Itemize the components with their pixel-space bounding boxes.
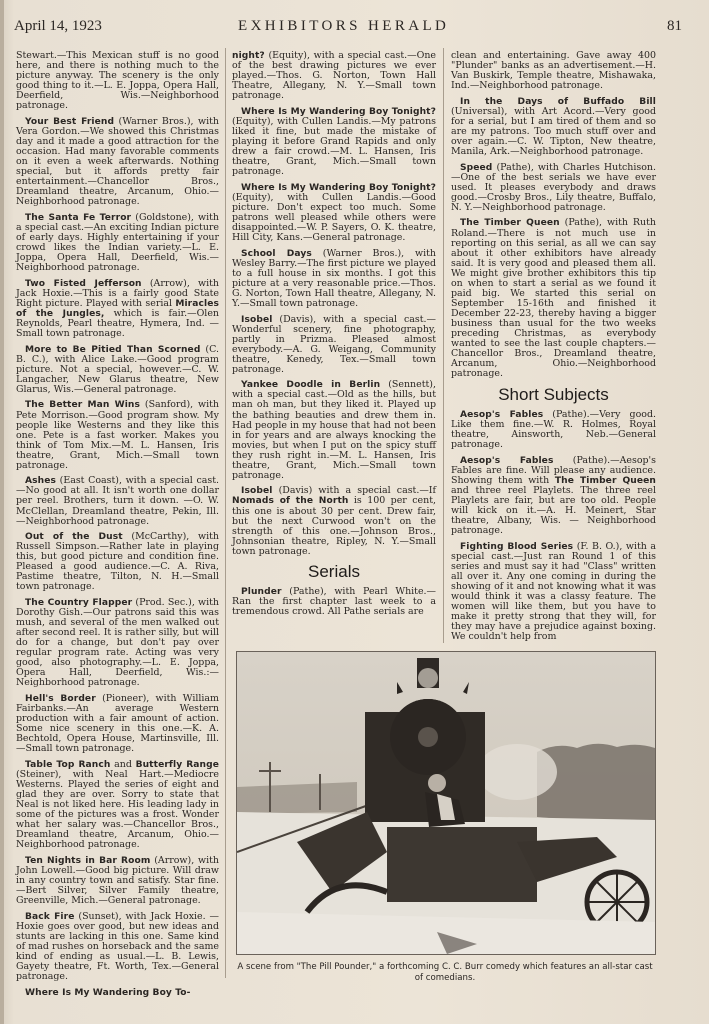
review-text: which is fair.—Olen Reynolds, Pearl theatre, Hymera, Ind. —Small town patronage. — [16, 307, 219, 339]
review-entry — [16, 532, 219, 592]
review-text: (Sanford), with Pete Morrison.—Good program show. My people like Westerns and they like this one. Pete is a fast worker. Makes you think of Tom Mix.—M. L. Hansen, Iris theatre, Grant, Mich.—Small town patronage. — [16, 399, 219, 471]
review-text: (Steiner), with Neal Hart.—Mediocre Westerns. Played the series of eight and glad they are over. Sorry to state that Neal is not liked here. His leading lady in some of the pictures was a frost. Wonder what her salary was.—Chancellor Bros., Dreamland theatre, Arcanum, Ohio.—Neighborhood patronage. — [16, 769, 219, 851]
review-text: (Pathe), with Charles Hutchison.—One of the best serials we have ever used. It pleases everybody and draws good.—Crosby Bros., Lily theatre, Buffalo, N. Y.—Neighborhood patronage. — [451, 161, 656, 213]
film-still-photo — [236, 651, 656, 955]
review-text: (Prod. Sec.), with Dorothy Gish.—Our patrons said this was mush, and several of the men walked out after second reel. It is rather silly, but will do for a change, but don't pay over regular program rate. Acting was very good, also photography.—L. E. Joppa, Opera Hall, Deerfield, Wis.:—Neighborhood patronage. — [16, 597, 219, 689]
film-title: Isobel — [241, 314, 273, 325]
film-title: Where Is My Wandering Boy Tonight? — [241, 106, 436, 117]
review-text: (Pathe).—Aesop's Fables are fine. Will please any audience. Showing them with — [451, 454, 656, 486]
review-entry — [451, 97, 656, 157]
film-title: The Country Flapper — [25, 598, 133, 609]
film-title: Yankee Doodle in Berlin — [241, 380, 381, 391]
review-text: (Pathe), with Pearl White.—Ran the first chapter last week to a tremendous crowd. All Pathe serials are — [232, 586, 436, 618]
film-title: In the Days of Buffado Bill — [460, 96, 656, 107]
review-entry — [232, 315, 436, 375]
review-entry — [16, 760, 219, 850]
film-title: Isobel — [241, 486, 273, 497]
review-text: (Davis) with a special cast.—If — [272, 485, 436, 497]
photo-caption: A scene from "The Pill Pounder," a forthcoming C. C. Burr comedy which features an all-star cast of comedians. — [237, 962, 653, 983]
film-title: Where Is My Wandering Boy To- — [25, 987, 191, 998]
film-title: Hell's Border — [25, 694, 96, 705]
review-entry — [451, 456, 656, 536]
film-title: Table Top Ranch — [25, 759, 111, 770]
film-title: Nomads of the North — [232, 496, 349, 507]
review-entry — [16, 988, 219, 998]
review-text: is 100 per cent, this one is about 30 per cent. Drew fair, but the next Curwood won't on the strength of this one.—Johnson Bros., Johnsonian theatre, Ripley, N. Y.—Small town patronage. — [232, 495, 436, 557]
issue-date: April 14, 1923 — [14, 18, 102, 34]
review-text: (Arrow), with Jack Hoxie.—This is a fairly good State Right picture. Played with serial — [16, 277, 219, 309]
publication-title: EXHIBITORS HERALD — [238, 18, 450, 34]
review-text: (McCarthy), with Russell Simpson.—Rather late in playing this, but good picture and condition fine. Pleased a good audience.—C. A. Riva, Pastime theatre, Tilton, N. H.—Small town patronage. — [16, 531, 219, 593]
page-binding-edge — [0, 0, 4, 1024]
review-entry — [16, 856, 219, 906]
review-text: (Equity), with Cullen Landis.—My patrons liked it fine, but made the mistake of playing it before Grand Rapids and only drew a fair crowd.—M. L. Hansen, Iris theatre, Grant, Mich.—Small town patronage. — [232, 115, 436, 178]
review-entry — [232, 183, 436, 243]
review-entry — [16, 400, 219, 470]
film-title: Out of the Dust — [25, 532, 123, 543]
film-title: Speed — [460, 162, 493, 173]
review-text: (Warner Bros.), with Wesley Barry.—The first picture we played to a full house in six months. I got this picture at a very reasonable price.—Thos. G. Norton, Town Hall theatre, Allegany, N. Y.—Small town patronage. — [232, 247, 436, 309]
review-text: and — [110, 758, 136, 770]
review-text: (Pathe), with Ruth Roland.—There is not much use in reporting on this serial, as all we can say about it other exhibitors have already said. It is very good and pleased them all. We might give brother exhibitors this tip on when to start a serial as we found it paid big. We started this serial on September 15-16th and finished it December 22-23, thereby having a bigger business than usual for the two weeks preceding Christmas, as everybody wanted to see the last couple chapters.—Chancellor Bros., Dreamland theatre, Arcanum, Ohio.—Neighborhood patronage. — [451, 217, 656, 380]
column-divider — [225, 48, 226, 978]
film-title: School Days — [241, 248, 312, 259]
film-title: Two Fisted Jefferson — [25, 278, 142, 289]
review-text: (Equity), with Cullen Landis.—Good picture. Don't expect too much. Some patrons well pleased while others were disappointed.—W. P. Sayers, O. K. theatre, Hill City, Kans.—General patronage. — [232, 191, 436, 243]
page-number: 81 — [667, 18, 682, 34]
film-title: Fighting Blood Series — [460, 541, 574, 552]
review-entry — [232, 486, 436, 556]
review-entry — [16, 213, 219, 273]
film-title: The Santa Fe Terror — [25, 212, 132, 223]
review-text: (Equity), with a special cast.—One of the best drawing pictures we ever played.—Thos. G. Norton, Town Hall Theatre, Allegany, N. Y.—Small town patronage. — [232, 50, 436, 102]
film-title: Where Is My Wandering Boy Tonight? — [241, 182, 436, 193]
page-header — [14, 18, 686, 38]
review-entry — [232, 380, 436, 480]
review-entry — [16, 51, 219, 111]
section-heading-serials: Serials — [308, 562, 360, 582]
review-entry — [451, 163, 656, 213]
review-text: (Warner Bros.), with Vera Gordon.—We showed this Christmas day and it made a good attraction for the occasion. Had many favorable comments on it even a week afterwards. Nothing special, but it affords pretty fair entertainment.—Chancellor Bros., Dreamland theatre, Arcanum, Ohio.—Neighborhood patronage. — [16, 115, 219, 208]
review-entry — [451, 218, 656, 379]
review-entry — [16, 694, 219, 754]
review-text: (Pathe).—Very good. Like them fine.—W. R. Holmes, Royal theatre, Ainsworth, Neb.—General patronage. — [451, 408, 656, 450]
review-entry — [232, 587, 436, 617]
film-title: Ten Nights in Bar Room — [25, 856, 151, 866]
review-text: (Sennett), with a special cast.—Old as the hills, but man oh man, but they liked it. Played up the bathing beauties and drew them in. Had people in my house that had not been in for years and are always knocking the movies, but when I put on the spicy stuff they rush right in.—M. L. Hansen, Iris theatre, Grant, Mich.—Small town patronage. — [232, 379, 436, 481]
film-title: Aesop's Fables — [460, 455, 554, 466]
review-entry — [16, 117, 219, 207]
review-text: (F. B. O.), with a special cast.—Just ran Round 1 of this series and must say it had "Class" written all over it. Any one coming in during the showing of it and not knowing what it was would think it was a classy feature. The women will like them, but you have to make it pretty strong that they will, for they may have a prejudice against boxing. We couldn't help from — [451, 540, 656, 642]
film-title: The Better Man Wins — [25, 400, 141, 411]
review-entry — [16, 345, 219, 395]
review-entry — [451, 542, 656, 642]
review-text: Stewart.—This Mexican stuff is no good here, and there is nothing much to the picture anyway. The scenery is the only good thing to it.—L. E. Joppa, Opera Hall, Deerfield, Wis.—Neighborhood patronage. — [16, 50, 219, 112]
review-text: (Pioneer), with William Fairbanks.—An average Western production with a fair amount of action. Some nice scenery in this one.—K. A. Bechtold, Opera House, Martinsville, Ill. —Small town patronage. — [16, 693, 219, 755]
film-title: Back Fire — [25, 911, 75, 922]
film-title: Plunder — [241, 587, 282, 598]
film-title: night? — [232, 51, 265, 61]
column-divider — [443, 48, 444, 643]
film-title: The Timber Queen — [460, 218, 560, 229]
review-text: (Goldstone), with a special cast.—An exciting Indian picture of early days. Highly entertaining if your crowd likes the Indian variety.—L. E. Joppa, Opera Hall, Deerfield, Wis.—Neighborhood patronage. — [16, 211, 220, 274]
column-2 — [232, 51, 436, 623]
review-entry — [232, 51, 436, 101]
film-title: Aesop's Fables — [460, 409, 544, 420]
review-text: (Arrow), with John Lowell.—Good big picture. Will draw in any country town and satisfy. Star fine.—Bert Silver, Silver Family theatre, Greenville, Mich.—General patronage. — [16, 855, 219, 907]
film-title: Miracles of the Jungles, — [16, 298, 219, 319]
review-text: (C. B. C.), with Alice Lake.—Good program picture. Not a special, however.—C. W. Langacher, New Glarus theatre, New Glarus, Wis.—General patronage. — [16, 343, 219, 395]
review-entry — [16, 279, 219, 339]
review-entry — [232, 107, 436, 177]
review-text: clean and entertaining. Gave away 400 "Plunder" banks as an advertisement.—H. Van Buskirk, Temple theatre, Mishawaka, Ind.—Neighborhood patronage. — [451, 50, 656, 92]
column-3 — [451, 51, 656, 648]
film-title: The Timber Queen — [554, 475, 656, 486]
review-entry — [232, 249, 436, 309]
review-text: (East Coast), with a special cast.—No good at all. It isn't worth one dollar per reel. Brothers, turn it down. —O. W. McClellan, Dreamland theatre, Pekin, Ill.—Neighborhood patronage. — [16, 475, 219, 527]
review-entry — [16, 476, 219, 526]
review-text: (Sunset), with Jack Hoxie. —Hoxie goes over good, but new ideas and stunts are lacking in this one. Same kind of mad rushes on horseback and the same kind of ending as usual.—L. B. Lewis, Gayety theatre, Ft. Worth, Tex.—General patronage. — [16, 910, 219, 983]
review-text: (Davis), with a special cast.—Wonderful scenery, fine photography, partly in Prizma. Pleased almost everybody.—A. G. Weigang, Community theatre, Kenedy, Tex.—Small town patronage. — [232, 313, 436, 375]
film-title: More to Be Pitied Than Scorned — [25, 344, 201, 355]
film-title: Butterfly Range — [135, 759, 219, 770]
column-1 — [16, 51, 219, 1003]
review-entry — [16, 912, 219, 982]
review-entry — [451, 51, 656, 91]
section-heading-short-subjects: Short Subjects — [498, 384, 609, 404]
film-title: Your Best Friend — [25, 116, 115, 127]
film-title: Ashes — [25, 476, 57, 487]
review-text: and three reel Playlets. The three reel Playlets are fair, but are too old. People will kick on it.—A. H. Meinert, Star theatre, Albany, Wis. — Neighborhood patronage. — [451, 484, 656, 536]
review-entry — [451, 410, 656, 450]
review-text: (Universal), with Art Acord.—Very good for a serial, but I am tired of them and so are my patrons. Too much stuff over and over again.—C. W. Tipton, New theatre, Manila, Ark.—Neighborhood patronage. — [451, 105, 656, 158]
locomotive-and-wrecked-car-image — [237, 652, 655, 954]
review-entry — [16, 598, 219, 688]
